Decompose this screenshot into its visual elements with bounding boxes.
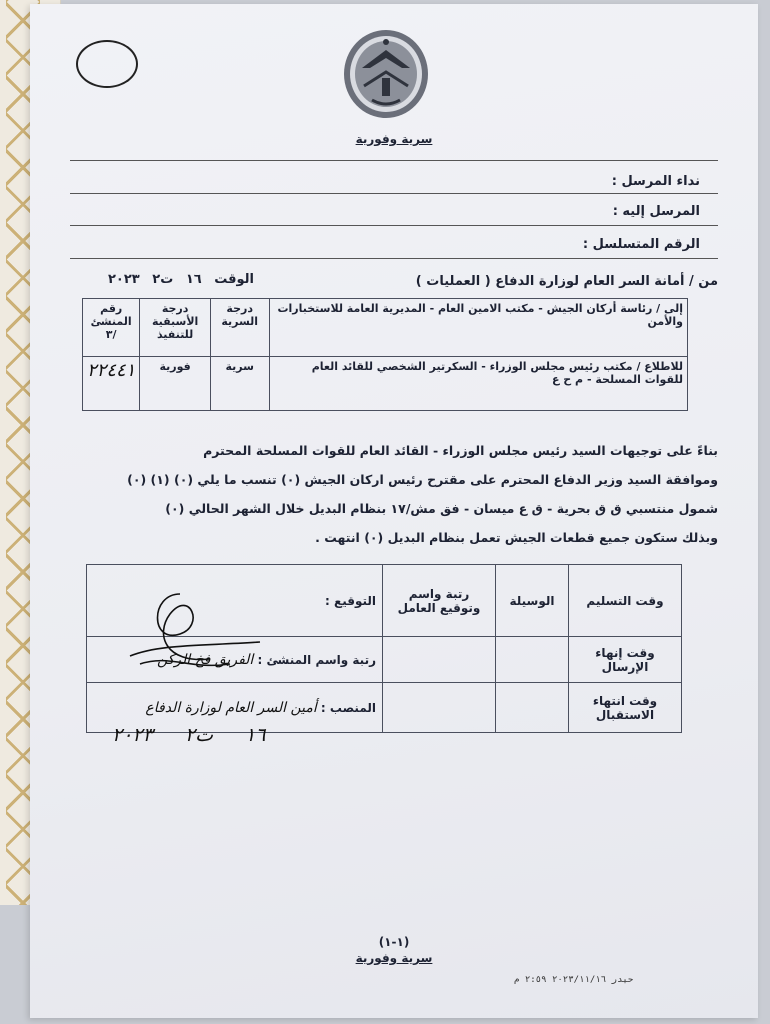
priority-value: فورية xyxy=(140,357,211,411)
secrecy-header: درجة السرية xyxy=(210,299,269,357)
footer-timestamp: حيدر ٢٠٢٣/١١/١٦ ٢:٥٩ م xyxy=(514,975,634,985)
routing-table xyxy=(82,298,688,411)
handwritten-date xyxy=(86,724,265,746)
worker-header: رتبة واسم وتوقيع العامل xyxy=(383,565,496,637)
originator-number-value xyxy=(83,357,140,411)
empty-cell xyxy=(383,683,496,733)
rule-line xyxy=(70,258,718,259)
handwritten-day: ١٦ xyxy=(245,724,266,746)
originator-label: رتبة واسم المنشئ : xyxy=(257,652,376,667)
recipient-label: المرسل إليه : xyxy=(612,204,700,219)
handwritten-month: ت٢ xyxy=(184,724,213,746)
time-month: ت٢ xyxy=(152,272,174,287)
body-paragraph: شمول منتسبي ق ق بحرية - ق ع ميسان - فق مش/١٧ بنظام البديل خلال الشهر الحالي (٠) xyxy=(165,501,718,516)
delivery-time-header: وقت التسليم xyxy=(569,565,682,637)
time-day: ١٦ xyxy=(185,272,202,287)
signature-cell: التوقيع : xyxy=(87,565,383,637)
handwritten-signature xyxy=(110,584,270,674)
classification-bottom: سرية وفورية xyxy=(355,951,433,965)
cc-cell: للاطلاع / مكتب رئيس مجلس الوزراء - السكرتير الشخصي للقائد العام للقوات المسلحة - م ح ع xyxy=(269,357,688,411)
end-receive-label: وقت انتهاء الاستقبال xyxy=(569,683,682,733)
body-paragraph: وموافقة السيد وزير الدفاع المحترم على مقترح رئيس اركان الجيش (٠) تنسب ما يلي (٠) (١) (٠) xyxy=(127,472,718,487)
document-page xyxy=(30,4,758,1018)
priority-header: درجة الأسبقية للتنفيذ xyxy=(140,299,211,357)
message-body xyxy=(72,436,718,552)
time-year: ٢٠٢٣ xyxy=(108,272,140,287)
blank-oval-stamp xyxy=(76,40,138,88)
rule-line xyxy=(70,225,718,226)
handwritten-number: ٢٢٤٤١ xyxy=(87,360,136,381)
recipient-cell: إلى / رئاسة أركان الجيش - مكتب الامين العام - المديرية العامة للاستخبارات والأمن xyxy=(269,299,688,357)
serial-number-label: الرقم المتسلسل : xyxy=(582,237,700,252)
table-row xyxy=(83,299,688,357)
rule-line xyxy=(70,160,718,161)
position-value: أمين السر العام لوزارة الدفاع xyxy=(145,699,317,716)
rule-line xyxy=(70,193,718,194)
table-row xyxy=(83,357,688,411)
empty-cell xyxy=(383,637,496,683)
time-line xyxy=(100,272,254,287)
means-header: الوسيلة xyxy=(496,565,569,637)
classification-top: سرية وفورية xyxy=(355,132,433,146)
secrecy-value: سرية xyxy=(210,357,269,411)
handwritten-year: ٢٠٢٣ xyxy=(112,724,153,746)
body-paragraph: وبذلك ستكون جميع قطعات الجيش تعمل بنظام البديل (٠) انتهت . xyxy=(315,530,718,545)
caller-label: نداء المرسل : xyxy=(611,174,700,189)
sender-line: من / أمانة السر العام لوزارة الدفاع ( العمليات ) xyxy=(415,274,718,289)
empty-cell xyxy=(496,637,569,683)
position-label: المنصب : xyxy=(320,700,376,715)
originator-number-header: رقم المنشئ /٣ xyxy=(83,299,140,357)
empty-cell xyxy=(496,683,569,733)
body-paragraph: بناءً على توجيهات السيد رئيس مجلس الوزراء - القائد العام للقوات المسلحة المحترم xyxy=(203,443,718,458)
page-number: (١-١) xyxy=(378,935,410,949)
time-label: الوقت xyxy=(214,272,254,287)
originator-value: الفريق فخ الركن xyxy=(156,651,254,668)
end-send-label: وقت إنهاء الإرسال xyxy=(569,637,682,683)
ministry-emblem-icon xyxy=(342,28,430,120)
